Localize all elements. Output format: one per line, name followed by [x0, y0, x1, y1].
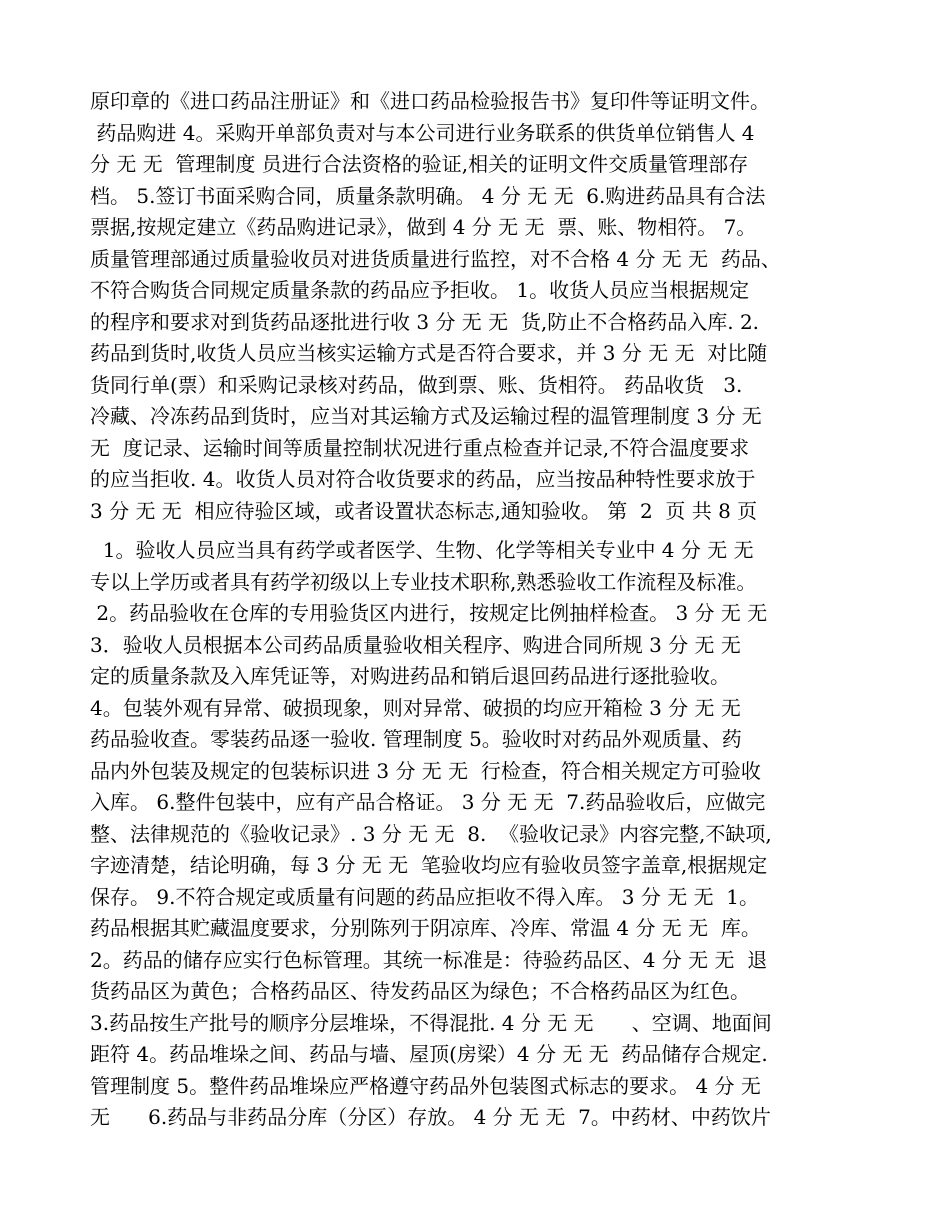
text-line: 原印章的《进口药品注册证》和《进口药品检验报告书》复印件等证明文件。 — [90, 89, 770, 113]
text-line: 分 无 无 管理制度 员进行合法资格的验证,相关的证明文件交质量管理部存 — [90, 152, 749, 176]
text-line: 定的质量条款及入库凭证等，对购进药品和销后退回药品进行逐批验收。 — [90, 664, 730, 688]
text-line: 保存。 9.不符合规定或质量有问题的药品应拒收不得入库。 3 分 无 无 1。 — [90, 884, 760, 909]
text-line: 整、法律规范的《验收记录》. 3 分 无 无 8. 《验收记录》内容完整,不缺项, — [90, 821, 772, 846]
text-line: 无 6.药品与非药品分库（分区）存放。 4 分 无 无 7。中药材、中药饮片 — [90, 1105, 771, 1129]
text-line: 品内外包装及规定的包装标识进 3 分 无 无 行检查，符合相关规定方可验收 — [90, 758, 761, 783]
text-line: 档。 5.签订书面采购合同，质量条款明确。 4 分 无 无 6.购进药品具有合法 — [90, 183, 766, 208]
text-line: 冷藏、冷冻药品到货时，应当对其运输方式及运输过程的温管理制度 3 分 无 — [90, 404, 762, 428]
text-block-purchase-receiving — [90, 86, 870, 527]
text-line: 无 度记录、运输时间等质量控制状况进行重点检查并记录,不符合温度要求 — [90, 435, 750, 460]
text-line: 2。药品验收在仓库的专用验货区内进行，按规定比例抽样检查。 3 分 无 无 — [90, 601, 768, 625]
text-line: 管理制度 5。整件药品堆垛应严格遵守药品外包装图式标志的要求。 4 分 无 — [90, 1073, 761, 1098]
text-line: 的应当拒收. 4。收货人员对符合收货要求的药品，应当按品种特性要求放于 — [90, 467, 756, 491]
text-line: 质量管理部通过质量验收员对进货质量进行监控，对不合格 4 分 无 无 药品、 — [90, 246, 781, 271]
text-line: 的程序和要求对到货药品逐批进行收 3 分 无 无 货,防止不合格药品入库. 2. — [90, 309, 760, 334]
text-line: 3．验收人员根据本公司药品质量验收相关程序、购进合同所规 3 分 无 无 — [90, 632, 741, 657]
text-line: 1。验收人员应当具有药学或者医学、生物、化学等相关专业中 4 分 无 无 — [90, 538, 754, 562]
text-line: 货同行单(票）和采购记录核对药品，做到票、账、货相符。 药品收货 3. — [90, 372, 743, 397]
text-line: 4。包装外观有异常、破损现象，则对异常、破损的均应开箱检 3 分 无 无 — [90, 695, 741, 720]
text-line: 2。药品的储存应实行色标管理。其统一标准是：待验药品区、4 分 无 无 退 — [90, 947, 768, 972]
text-line: 入库。 6.整件包装中，应有产品合格证。 3 分 无 无 7.药品验收后，应做完 — [90, 790, 766, 814]
text-line: 距符 4。药品堆垛之间、药品与墙、屋顶(房梁）4 分 无 无 药品储存合规定. — [90, 1042, 768, 1066]
text-line: 药品根据其贮藏温度要求，分别陈列于阴凉库、冷库、常温 4 分 无 无 库。 — [90, 916, 761, 940]
text-line: 票据,按规定建立《药品购进记录》，做到 4 分 无 无 票、账、物相符。 7。 — [90, 215, 757, 239]
text-line: 3.药品按生产批号的顺序分层堆垛，不得混批. 4 分 无 无 、空调、地面间 — [90, 1010, 772, 1035]
text-line: 货药品区为黄色；合格药品区、待发药品区为绿色；不合格药品区为红色。 — [90, 979, 750, 1003]
text-line: 药品验收查。零装药品逐一验收. 管理制度 5。验收时对药品外观质量、药 — [90, 727, 742, 751]
text-line: 3 分 无 无 相应待验区域，或者设置状态标志,通知验收。 第 2 页 共 8 页 — [90, 498, 758, 523]
text-block-inspection-storage — [90, 535, 870, 1134]
text-line: 字迹清楚，结论明确，每 3 分 无 无 笔验收均应有验收员签字盖章,根据规定 — [90, 853, 768, 877]
text-line: 专以上学历或者具有药学初级以上专业技术职称,熟悉验收工作流程及标准。 — [90, 569, 757, 594]
text-line: 药品到货时,收货人员应当核实运输方式是否符合要求，并 3 分 无 无 对比随 — [90, 341, 768, 365]
text-line: 药品购进 4。采购开单部负责对与本公司进行业务联系的供货单位销售人 4 — [90, 120, 755, 145]
text-line: 不符合购货合同规定质量条款的药品应予拒收。 1。收货人员应当根据规定 — [90, 278, 750, 302]
